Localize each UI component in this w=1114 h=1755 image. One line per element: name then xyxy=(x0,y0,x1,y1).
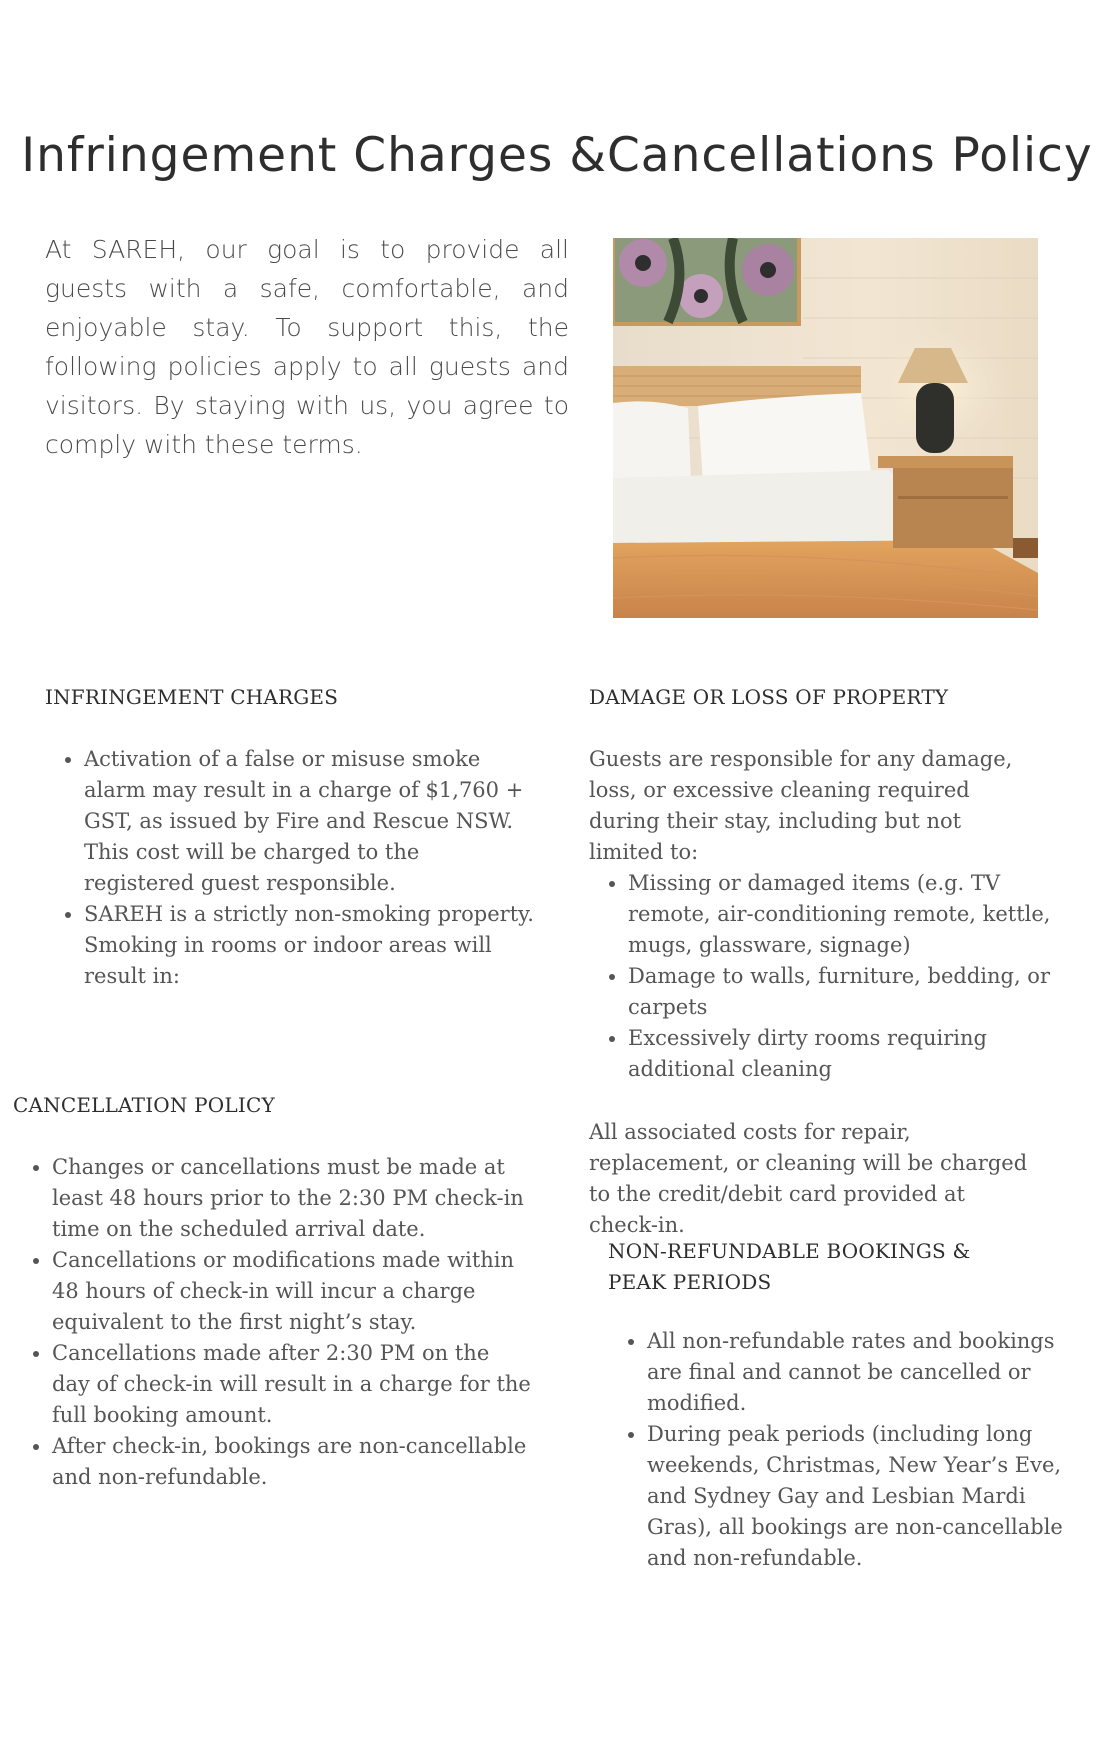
list-item: • SAREH is a strictly non-smoking property. Smoking in rooms or indoor areas will result in: xyxy=(84,899,536,992)
list-item: • Excessively dirty rooms requiring additional cleaning xyxy=(628,1023,1080,1085)
list-item: • Missing or damaged items (e.g. TV remote, air-conditioning remote, kettle, mugs, glassware, signage) xyxy=(628,868,1080,961)
list-item: • After check-in, bookings are non-cancellable and non-refundable. xyxy=(52,1431,532,1493)
damage-list xyxy=(588,868,1080,1085)
damage-outro: All associated costs for repair, replacement, or cleaning will be charged to the credit/debit card provided at check-in. xyxy=(589,1120,1028,1237)
infringement-list xyxy=(44,744,536,992)
damage-intro: Guests are responsible for any damage, loss, or excessive cleaning required during their stay, including but not limited to: xyxy=(589,747,1013,864)
nonrefundable-heading-line2: PEAK PERIODS xyxy=(608,1270,772,1294)
list-item: • Changes or cancellations must be made at least 48 hours prior to the 2:30 PM check-in time on the scheduled arrival date. xyxy=(52,1152,532,1245)
nonrefundable-list xyxy=(607,1326,1087,1574)
list-item: • Cancellations made after 2:30 PM on the day of check-in will result in a charge for the full booking amount. xyxy=(52,1338,532,1431)
cancellation-heading: CANCELLATION POLICY xyxy=(13,1093,275,1117)
infringement-heading: INFRINGEMENT CHARGES xyxy=(45,685,339,709)
intro-paragraph: At SAREH, our goal is to provide all guests with a safe, comfortable, and enjoyable stay. To support this, the following policies apply to all guests and visitors. By staying with us, you agree to comply with these terms. xyxy=(45,235,569,459)
list-item: • Damage to walls, furniture, bedding, or carpets xyxy=(628,961,1080,1023)
list-item: • Activation of a false or misuse smoke alarm may result in a charge of $1,760 + GST, as issued by Fire and Rescue NSW. This cost will be charged to the registered guest responsible. xyxy=(84,744,536,899)
page-title: Infringement Charges &Cancellations Policy xyxy=(21,128,1093,183)
list-item: • Cancellations or modifications made within 48 hours of check-in will incur a charge equivalent to the first night’s stay. xyxy=(52,1245,532,1338)
damage-heading: DAMAGE OR LOSS OF PROPERTY xyxy=(589,685,949,709)
bedroom-photo xyxy=(613,238,1038,618)
list-item: • During peak periods (including long weekends, Christmas, New Year’s Eve, and Sydney Gay and Lesbian Mardi Gras), all bookings are non-cancellable and non-refundable. xyxy=(647,1419,1087,1574)
nonrefundable-heading xyxy=(608,1236,971,1298)
cancellation-list xyxy=(12,1152,532,1493)
list-item: • All non-refundable rates and bookings are final and cannot be cancelled or modified. xyxy=(647,1326,1087,1419)
nonrefundable-heading-line1: NON-REFUNDABLE BOOKINGS & xyxy=(608,1239,971,1263)
